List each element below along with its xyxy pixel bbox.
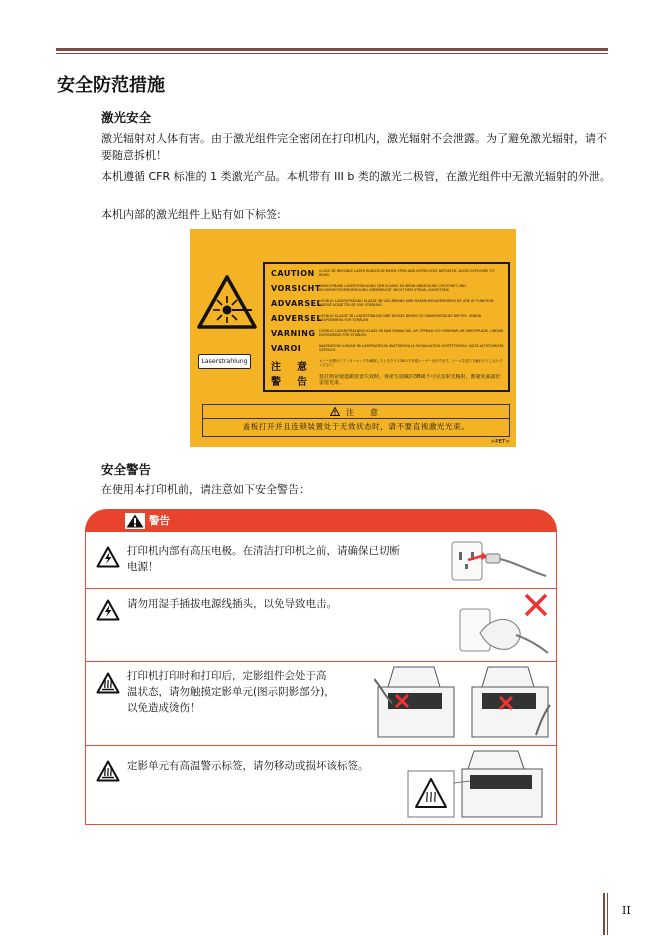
fuser-label-illustration <box>406 749 552 821</box>
caution-heading-text: 注 意 <box>346 408 382 417</box>
warning-row-fuser-hot <box>86 661 556 746</box>
header-rule-thick <box>56 48 608 51</box>
label-row-advarsel <box>269 299 505 312</box>
caution-heading <box>203 407 509 418</box>
laserstrahlung-tag: Laserstrahlung <box>198 354 251 369</box>
laser-paragraph-3: 本机内部的激光组件上贴有如下标签: <box>101 208 281 221</box>
label-text: UNSICHTBARE LASERSTRAHLUNG DER KLASSE 3B WENN ABDECKUNG GEÖFFNET UND SICHERHEITSVERRIEGELUNG ÜBERBRÜCKT. NICHT DEM STRAHL AUSSETZEN. <box>319 284 466 293</box>
label-text: OSYNLIG LASERSTRÅLNING KLASS 3B NÄR DENNA DEL ÄR ÖPPNAD OCH SPÄRRAR ÄR URKOPPLADE. UNDVIK EXPONERING FÖR STRÅLEN. <box>319 329 504 338</box>
label-text: USYNLIG LASERSTRÅLING KLASSE 3B VED ÅBNING NÅR SIKKERHEDSAFBRYDERE ER UDE AF FUNKTION. UNDGÅ UDSÆTTELSE FOR STRÅLING. <box>319 299 495 308</box>
label-keyword: VARNING <box>271 329 316 338</box>
label-keyword: 注 意 <box>271 362 310 373</box>
safety-intro: 在使用本打印机前，请注意如下安全警告： <box>101 483 310 496</box>
warning-header-label: 警告 <box>149 515 170 527</box>
electric-shock-icon <box>96 546 120 568</box>
electric-shock-icon <box>96 599 120 621</box>
warning-row-fuser-label <box>86 745 556 825</box>
caution-text: 盖板打开并且连锁装置处于无效状态时，请不要直视激光光束。 <box>242 422 470 431</box>
label-row-adversel <box>269 314 505 327</box>
warning-header-tab <box>125 509 170 532</box>
laser-safety-heading: 激光安全 <box>101 110 152 125</box>
warning-text: 定影单元有高温警示标签，请勿移动或损坏该标签。 <box>127 760 369 772</box>
warning-text: 打印机打印时和打印后，定影组件会处于高 温状态，请勿触摸定影单元(图示阴影部分)， 以免造成烫伤！ <box>127 670 335 714</box>
label-text: USYNLIG KLASSE 3B LASERSTRÅLING NÅR DEKSEL ÅPNES OG SIKKERHEDSLÅS BRYTES. UNNGÅ EKSPONERING FOR STRÅLEN. <box>319 314 482 323</box>
warning-row-high-voltage <box>86 532 556 588</box>
hot-surface-icon <box>96 672 120 694</box>
label-text: カバーを開けてインターロックを解除したときクラス3Bの不可視レーザー光がでます。ビームを見たり触れたりしないでください。 <box>319 359 503 368</box>
page-number: II <box>622 904 631 917</box>
label-text: NÄKYMÄTÖN LUOKAN 3B LASERSÄTEILYÄ AVATTAESSA JA SUOJALUKITUS OHITETTAESSA. VÄLTÄ ALTISTUMISTA SÄTEELLE. <box>319 344 504 353</box>
laser-hazard-icon <box>196 274 258 330</box>
label-row-varoi <box>269 344 505 357</box>
label-text: CLASS 3B INVISIBLE LASER RADIATION WHEN OPEN AND INTERLOCKS DEFEATED. AVOID EXPOSURE TO BEAM. <box>319 269 495 278</box>
label-keyword: 警 告 <box>271 377 310 388</box>
hot-surface-icon <box>96 760 120 782</box>
footer-rule-thick <box>603 893 605 935</box>
label-keyword: VORSICHT <box>271 284 321 293</box>
power-unplug-illustration <box>442 538 552 584</box>
label-row-japanese <box>269 359 505 372</box>
caution-divider <box>203 418 509 419</box>
wet-hand-plug-illustration <box>458 593 550 659</box>
label-row-vorsicht <box>269 284 505 297</box>
warning-text: 请勿用湿手插拔电源线插头，以免导致电击。 <box>127 598 337 610</box>
warning-table <box>85 532 557 825</box>
label-keyword: VAROI <box>271 344 302 353</box>
safety-warning-heading: 安全警告 <box>101 462 152 477</box>
label-row-varning <box>269 329 505 342</box>
warning-triangle-icon <box>330 407 340 416</box>
label-row-caution <box>269 269 505 282</box>
warning-row-wet-hands <box>86 588 556 662</box>
laser-paragraph-2: 本机遵循 CFR 标准的 1 类激光产品。本机带有 III b 类的激光二极管，在激光组件中无激光辐射的外泄。 <box>101 170 611 183</box>
warning-triangle-icon <box>125 513 145 529</box>
footer-rule-thin <box>607 893 608 935</box>
label-keyword: CAUTION <box>271 269 315 278</box>
label-row-chinese <box>269 374 505 387</box>
printer-open-illustration <box>374 665 554 743</box>
label-text: 當打開並使連鎖裝置失效時，會產生隱藏的3B級不可見雷射光輻射，應避免暴露於雷射光束。 <box>319 374 501 386</box>
label-keyword: ADVERSEL <box>271 314 322 323</box>
caution-box <box>202 404 510 437</box>
laser-warning-label <box>190 229 516 447</box>
header-rule-thin <box>56 53 608 54</box>
laser-paragraph-1: 激光辐射对人体有害。由于激光组件完全密闭在打印机内，激光辐射不会泄露。为了避免激光辐射，请不要随意拆机！ <box>101 132 607 162</box>
warning-header-bar <box>85 509 557 532</box>
warning-text: 打印机内部有高压电极。在清洁打印机之前，请确保已切断 电源！ <box>127 545 400 573</box>
label-keyword: ADVARSEL <box>271 299 323 308</box>
pet-mark: >PET< <box>490 439 510 445</box>
warning-text-block <box>263 262 510 392</box>
section-title: 安全防范措施 <box>57 75 165 96</box>
